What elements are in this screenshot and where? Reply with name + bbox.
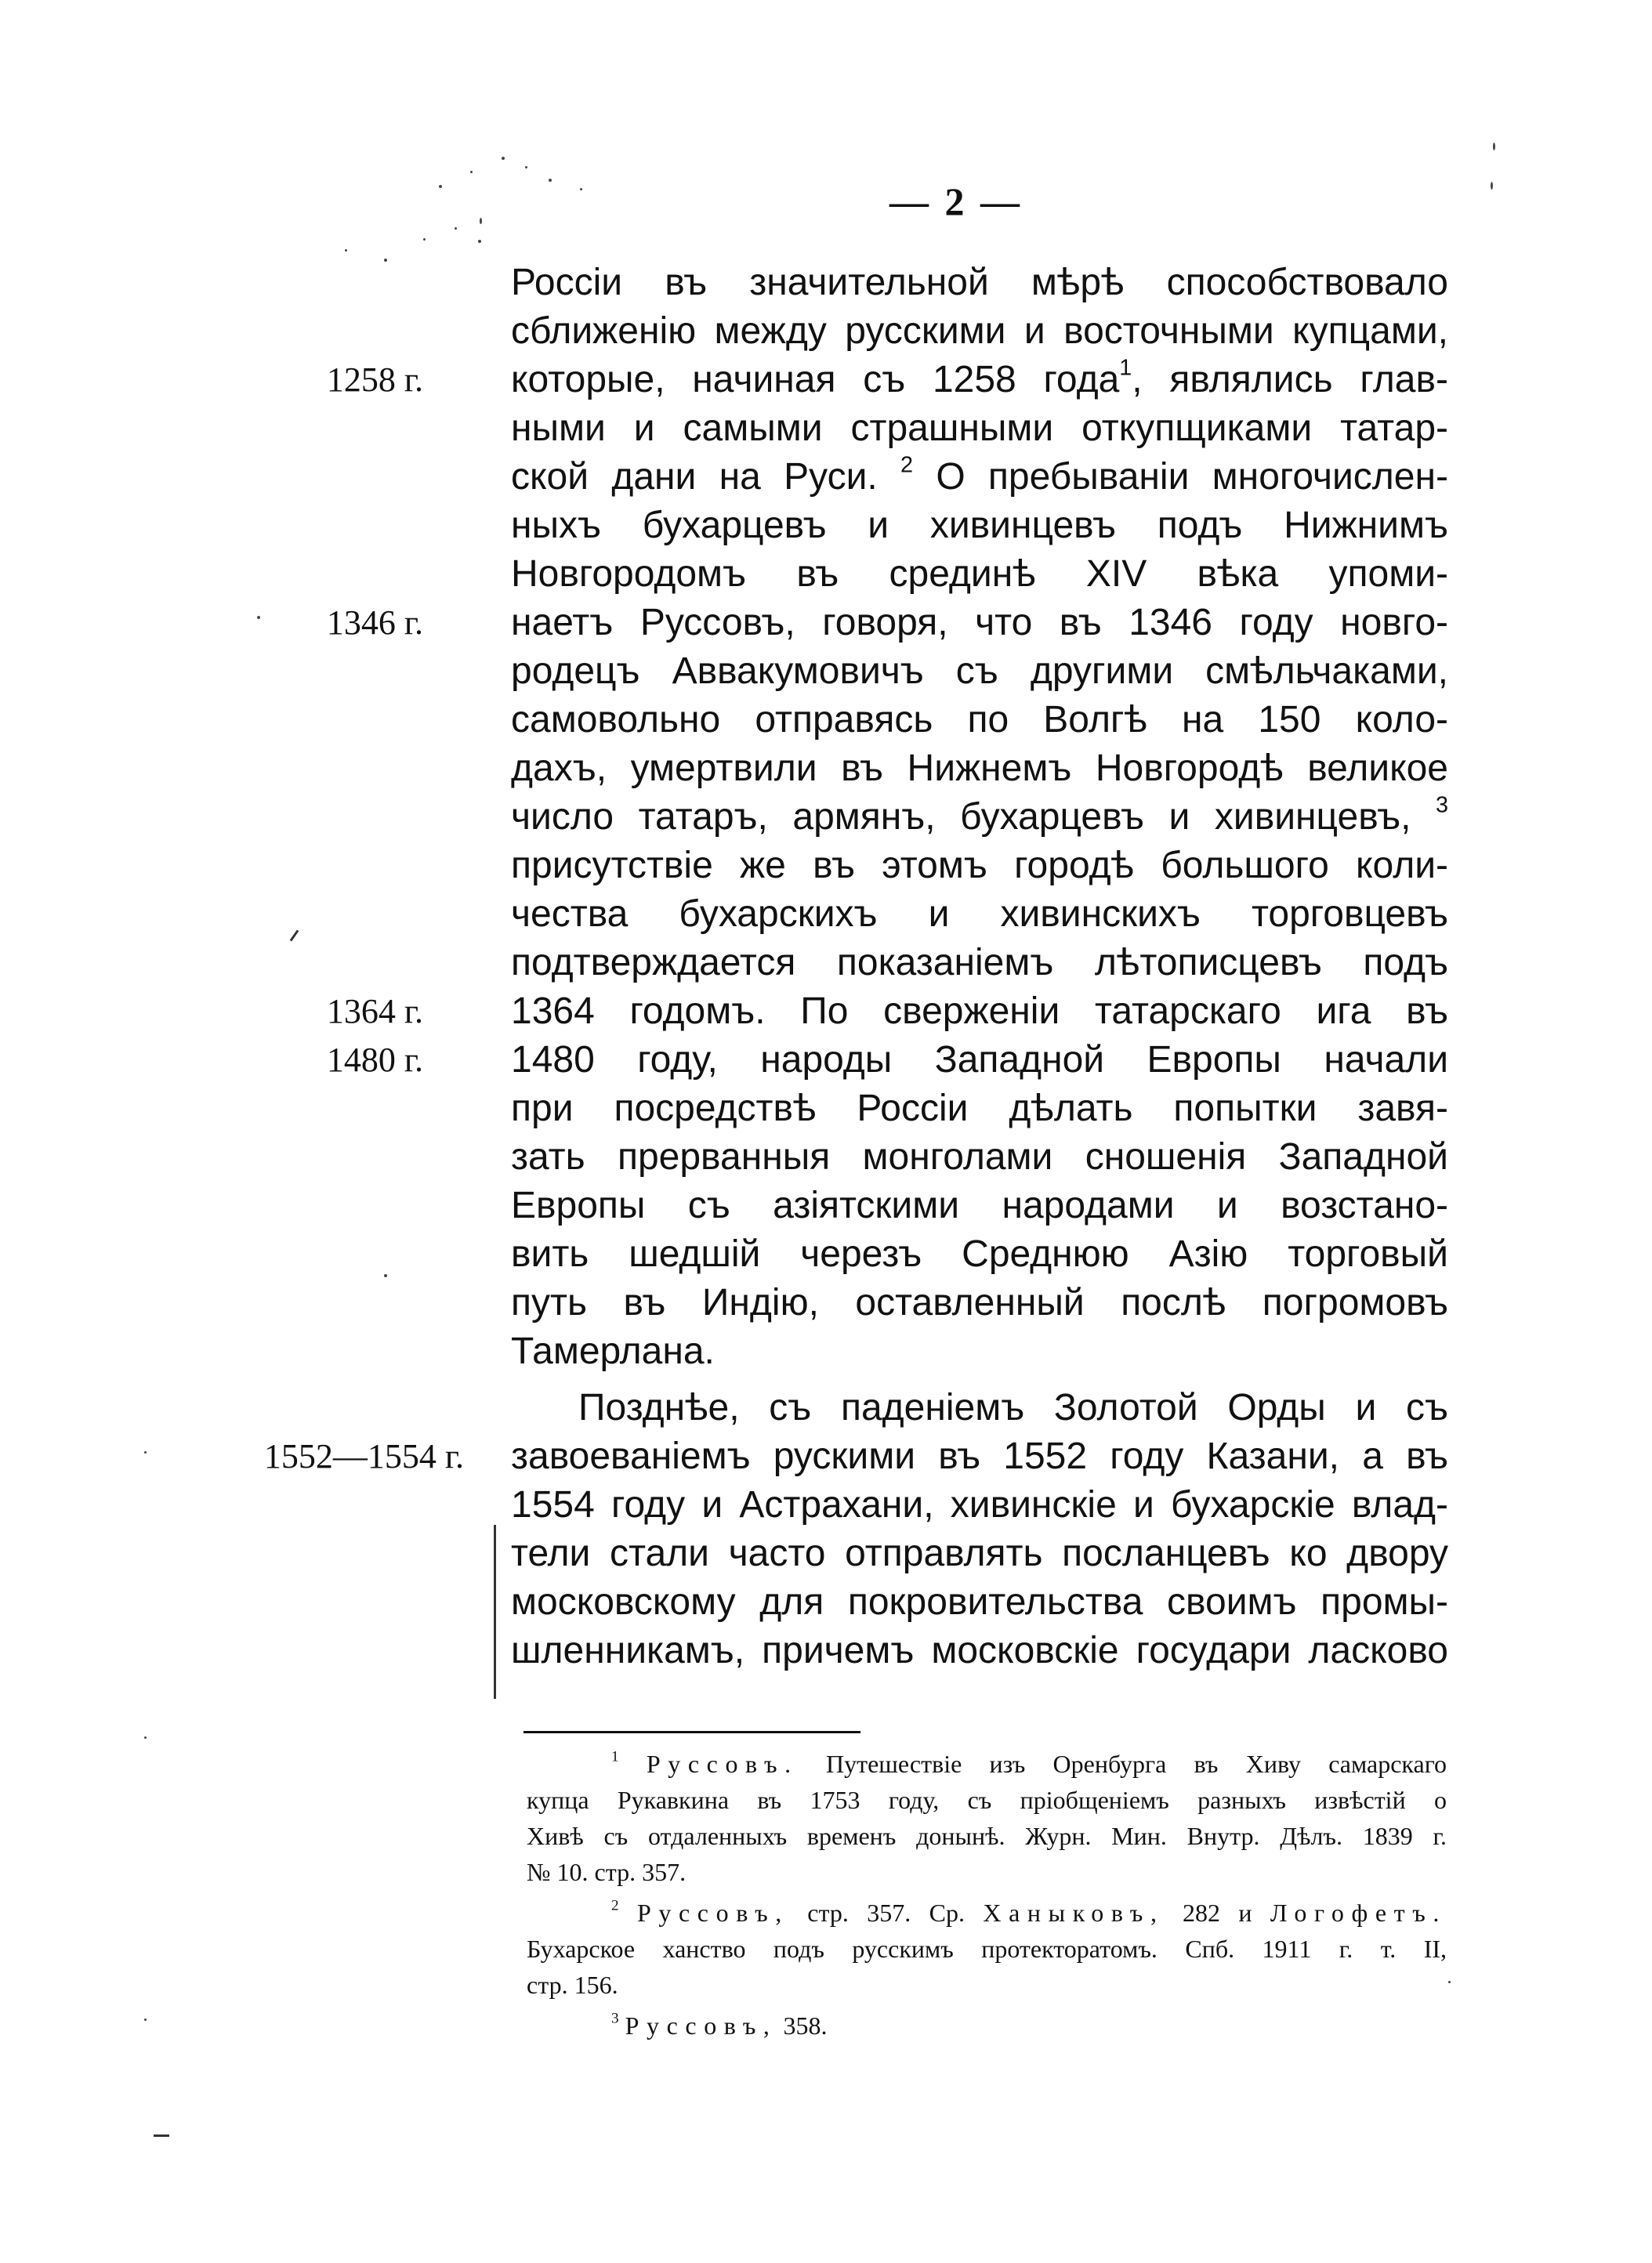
footnote-ref: 2 [900,452,914,478]
footnote-ref: 3 [1435,792,1448,818]
text-line: ными и самыми страшными откупщиками татар- [511,407,1448,449]
footnote-author: Руссовъ, [637,1899,789,1927]
scan-speck [345,249,347,252]
pencil-mark [290,930,299,942]
scan-speck [480,218,482,224]
footnote-3 [611,2008,1447,2044]
text-line: присутствіе же въ этомъ городѣ большого коли- [511,845,1448,886]
scan-speck [144,2019,147,2021]
text-line: Новгородомъ въ срединѣ XIV вѣка упоми- [511,553,1448,595]
scan-speck [384,259,387,262]
footnote-ref: 1 [1119,355,1132,381]
footnote-author: Логофетъ. [1270,1899,1447,1927]
text-span: число татаръ, армянъ, бухарцевъ и хивинцевъ, [511,796,1411,838]
footnote-1 [611,1746,1447,1782]
scan-speck [502,157,505,160]
text-line: чества бухарскихъ и хивинскихъ торговцевъ [511,893,1448,935]
text-span: ской дани на Руси. [511,456,878,498]
text-span: О пребываніи многочислен- [936,456,1448,498]
text-line: сближенію между русскими и восточными купцами, [511,310,1448,352]
footnote-text: 282 и [1182,1899,1252,1927]
text-line: ныхъ бухарцевъ и хивинцевъ подъ Нижнимъ [511,505,1448,546]
scan-speck [1493,143,1495,150]
text-line: тели стали часто отправлять посланцевъ ко двору [511,1533,1448,1574]
text-span: , являлись глав- [1132,359,1448,400]
footnote-mark: 3 [611,2010,619,2027]
footnote-line: № 10. стр. 357. [527,1858,687,1886]
text-line: 1364 годомъ. По сверженіи татарскаго ига въ [511,990,1448,1032]
scan-speck [1491,182,1493,190]
scan-speck [1448,1981,1451,1983]
scan-speck [470,171,473,173]
footnote-line: Бухарское ханство подъ русскимъ протекторатомъ. Спб. 1911 г. т. II, [527,1935,1447,1963]
text-line: родецъ Аввакумовичъ съ другими смѣльчаками, [511,650,1448,692]
scan-speck [423,238,426,241]
footnote-text: Путешествіе изъ Оренбурга въ Хиву самарскаго [825,1750,1447,1778]
text-line: Россіи въ значительной мѣрѣ способствовало [511,262,1448,303]
footnote-text: стр. 357. Ср. [807,1899,965,1927]
margin-date: 1480 г. [326,1041,423,1079]
footnote-2 [611,1895,1447,1931]
text-line: Тамерлана. [511,1331,715,1372]
margin-date: 1552—1554 г. [263,1437,464,1475]
text-line: 1480 году, народы Западной Европы начали [511,1039,1448,1081]
text-line: Европы съ азіятскими народами и возстано- [511,1185,1448,1226]
text-line: вить шедшій черезъ Среднюю Азію торговый [511,1233,1448,1275]
scan-speck [525,166,527,168]
footnote-mark: 1 [611,1748,619,1765]
scan-speck [549,179,552,182]
pencil-mark [154,2134,169,2137]
scan-speck [478,240,481,243]
scan-speck [439,185,442,188]
paragraph-first-line: Позднѣе, съ паденіемъ Золотой Орды и съ [578,1387,1448,1428]
text-line: наетъ Руссовъ, говоря, что въ 1346 году новго- [511,602,1448,643]
text-line: 1554 году и Астрахани, хивинскіе и бухарскіе влад- [511,1484,1448,1526]
footnote-author: Ханыковъ, [983,1899,1165,1927]
text-line: московскому для покровительства своимъ промы- [511,1581,1448,1623]
footnote-author: Руссовъ. [646,1750,799,1778]
text-line: подтверждается показаніемъ лѣтописцевъ подъ [511,942,1448,983]
scan-speck [384,1274,387,1277]
footnote-line: стр. 156. [527,1971,618,1999]
scan-speck [580,188,582,190]
text-line [511,453,1448,501]
text-line: самовольно отправясь по Волгѣ на 150 коло- [511,699,1448,740]
margin-date: 1346 г. [326,603,423,642]
text-span: которые, начиная съ 1258 года [511,359,1120,400]
footnote-author: Руссовъ, [625,2011,777,2040]
text-line [511,356,1448,404]
text-line: шленникамъ, причемъ московскіе государи ласково [511,1630,1448,1671]
scan-speck [257,616,260,619]
scan-speck [455,227,457,230]
scan-speck [144,1736,147,1739]
pencil-mark [494,1525,496,1699]
text-line: завоеваніемъ рускими въ 1552 году Казани, а въ [511,1436,1448,1477]
footnote-separator [523,1731,860,1733]
text-line: путь въ Индію, оставленный послѣ погромовъ [511,1282,1448,1323]
text-line: при посредствѣ Россіи дѣлать попытки завя- [511,1088,1448,1129]
footnote-line: Хивѣ съ отдаленныхъ временъ донынѣ. Журн. Мин. Внутр. Дѣлъ. 1839 г. [527,1822,1447,1850]
footnote-text: 358. [783,2011,828,2040]
text-line: дахъ, умертвили въ Нижнемъ Новгородѣ великое [511,748,1448,789]
text-line: зать прерванныя монголами сношенія Западной [511,1136,1448,1178]
text-line [511,793,1448,842]
scan-speck [144,1451,147,1454]
footnote-line: купца Рукавкина въ 1753 году, съ пріобщеніемъ разныхъ извѣстій о [527,1786,1447,1814]
page-number: — 2 — [889,179,1023,223]
margin-date: 1364 г. [326,992,423,1030]
margin-date: 1258 г. [326,360,423,399]
footnote-mark: 2 [611,1897,619,1914]
